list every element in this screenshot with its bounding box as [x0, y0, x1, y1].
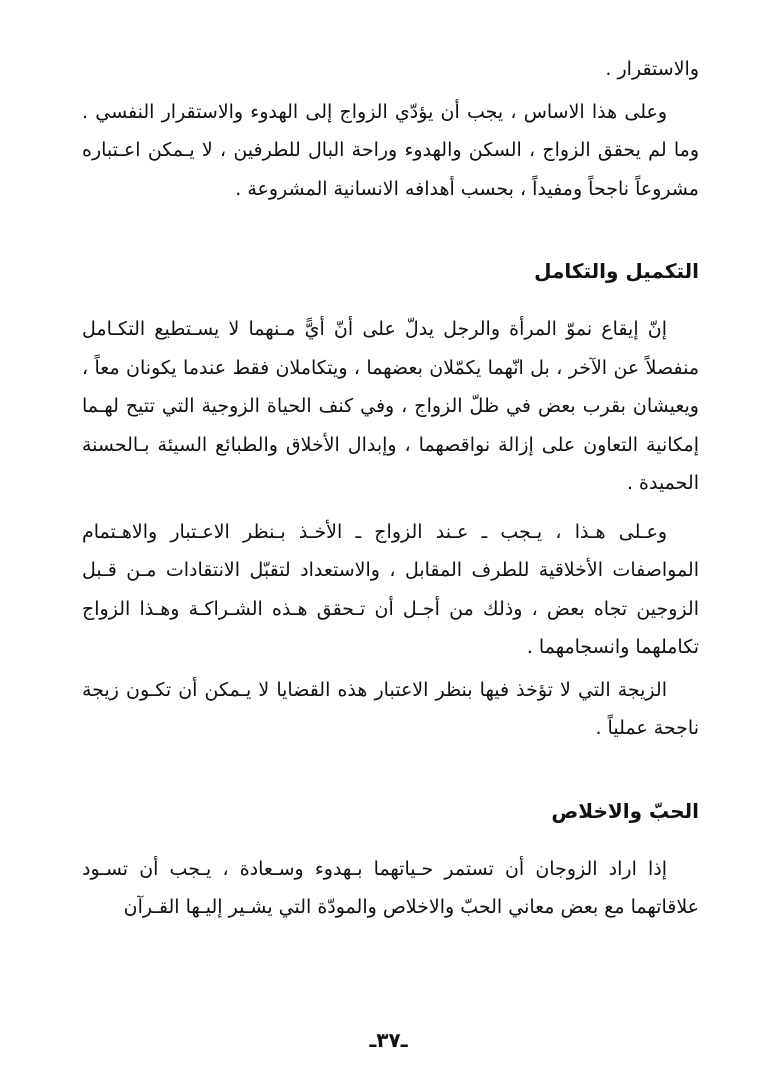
- paragraph-marriage-stability: وعلى هذا الاساس ، يجب أن يؤدّي الزواج إلى الهدوء والاستقرار النفسي . وما لم يحقق الزواج ، السكن والهدوء وراحة البال للطرفين ، لا يـمكن اعـتباره مشروعاً ناجحاً ومفيداً ، بحسب أهدافه الانسانية المشروعة .: [82, 100, 699, 200]
- section-heading-completion: التكميل والتكامل: [534, 259, 699, 283]
- paragraph-love-sincerity: إذا اراد الزوجان أن تستمر حـياتهما بـهدوء وسـعادة ، يـجب أن تسـود علاقاتهما مع بعض معاني الحبّ والاخلاص والمودّة التي يشـير إليـها القـرآن: [82, 857, 699, 918]
- paragraph-continuation: والاستقرار .: [605, 58, 699, 80]
- paragraph-successful-marriage: الزيجة التي لا تؤخذ فيها بنظر الاعتبار هذه القضايا لا يـمكن أن تكـون زيجة ناجحة عملياً .: [82, 678, 699, 739]
- page-number: ـ٣٧ـ: [369, 1028, 408, 1052]
- paragraph-moral-qualities: وعـلى هـذا ، يـجب ـ عـند الزواج ـ الأخـذ بـنظر الاعـتبار والاهـتمام المواصفات الأخلاقية للطرف المقابل ، والاستعداد لتقبّل الانتقادات مـن قـبل الزوجين تجاه بعض ، وذلك من أجـل أن تـحقق هـذه الشـراكـة وهـذا الزواج تكاملهما وانسجامهما .: [82, 520, 699, 658]
- paragraph-growth-rhythm: إنّ إيقاع نموّ المرأة والرجل يدلّ على أنّ أيًّ مـنهما لا يسـتطيع التكـامل منفصلاً عن الآخر ، بل انّهما يكمّلان بعضهما ، ويتكاملان فقط عندما يكونان معاً ، ويعيشان بقرب بعض في ظلّ الزواج ، وفي كنف الحياة الزوجية التي تتيح لهـما إمكانية التعاون على إزالة نواقصهما ، وإبدال الأخلاق والطبائع السيئة بـالحسنة الحميدة .: [82, 318, 699, 494]
- section-heading-love: الحبّ والاخلاص: [551, 798, 699, 823]
